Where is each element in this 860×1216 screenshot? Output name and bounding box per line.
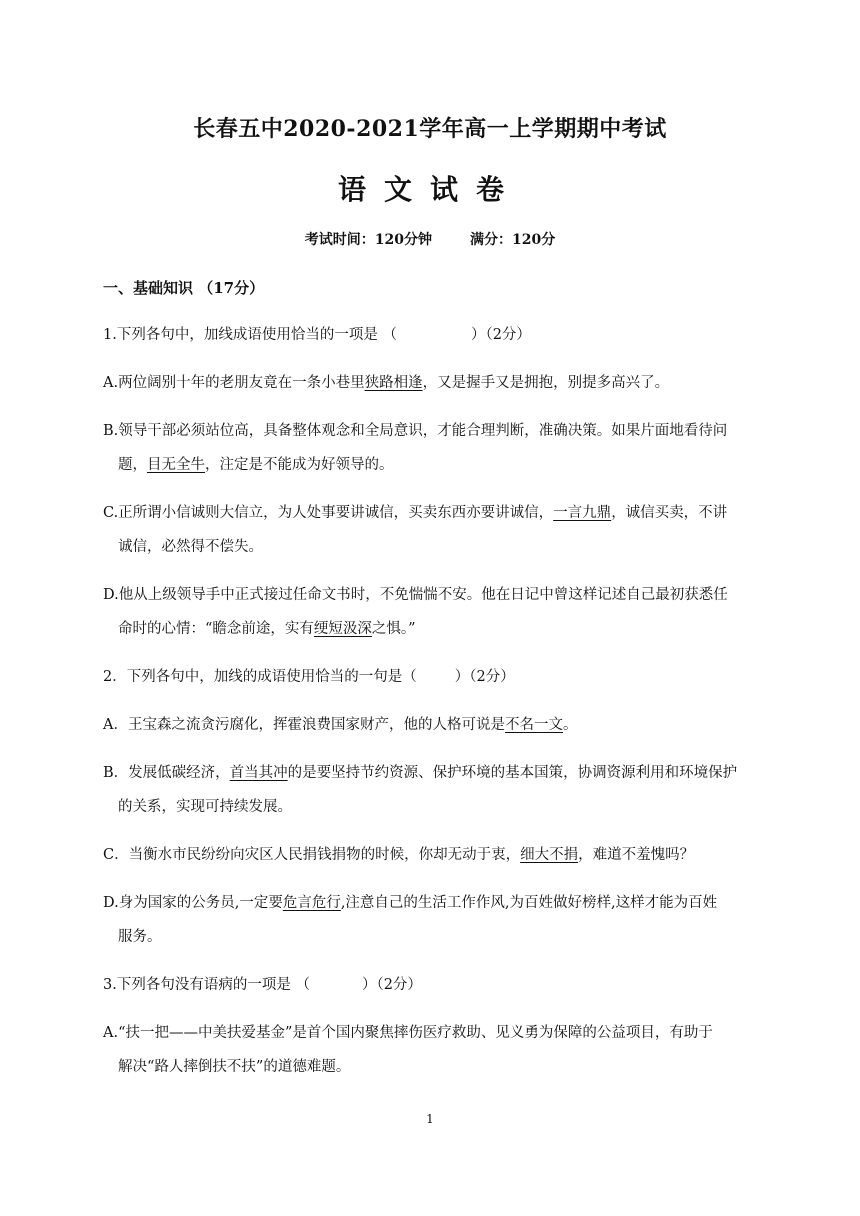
question-1-option-a: [103, 373, 669, 393]
exam-time: 考试时间：120分钟: [304, 232, 432, 248]
page-number: 1: [426, 1112, 434, 1126]
option-text: A．王宝森之流贪污腐化，挥霍浪费国家财产，他的人格可说是: [103, 717, 505, 733]
question-1-stem-text: 1.下列各句中，加线成语使用恰当的一项是 （: [103, 327, 397, 343]
question-1-points: ）（2分）: [470, 327, 531, 343]
question-1-option-d: D.他从上级领导手中正式接过任命文书时，不免惴惴不安。他在日记中曾这样记述自己最初获悉任: [103, 587, 728, 603]
question-2-points: ）（2分）: [454, 669, 515, 685]
option-text: ，注定是不能成为好领导的。: [205, 457, 394, 473]
option-text: ，难道不羞愧吗？: [578, 847, 695, 863]
question-3-points: ）（2分）: [361, 977, 422, 993]
option-text: A.两位阔别十年的老朋友竟在一条小巷里: [103, 375, 365, 391]
option-text: ，又是握手又是拥抱，别提多高兴了。: [422, 375, 670, 391]
option-text: 命时的心情：“瞻念前途，实有: [118, 621, 314, 637]
question-2-option-d: [103, 893, 717, 913]
exam-title: 长春五中2020-2021学年高一上学期期中考试: [193, 116, 667, 142]
question-1-option-b-cont: [118, 455, 394, 475]
option-text: 之惧。”: [371, 621, 416, 637]
underlined-idiom: 危言危行: [282, 895, 341, 911]
option-text: 的是要坚持节约资源、保护环境的基本国策，协调资源利用和环境保护: [287, 765, 738, 781]
question-1-option-c: [103, 503, 727, 523]
question-1-option-b: B.领导干部必须站位高，具备整体观念和全局意识，才能合理判断，准确决策。如果片面地看待问: [103, 423, 728, 439]
underlined-idiom: 细大不捐: [520, 847, 579, 863]
question-1-option-c-cont: 诚信，必然得不偿失。: [118, 539, 263, 555]
question-3-option-a-cont: 解决“路人摔倒扶不扶”的道德难题。: [118, 1059, 351, 1075]
option-text: ,注意自己的生活工作作风,为百姓做好榜样,这样才能为百姓: [340, 895, 718, 911]
option-text: B．发展低碳经济，: [103, 765, 230, 781]
underlined-idiom: 目无全牛: [147, 457, 205, 473]
exam-subtitle: 语文试卷: [337, 173, 522, 206]
option-text: D.身为国家的公务员,一定要: [103, 895, 283, 911]
option-text: 题，: [118, 457, 147, 473]
option-text: ，诚信买卖，不讲: [611, 505, 728, 521]
question-1-stem: [103, 325, 531, 345]
question-2-stem: [103, 667, 515, 687]
question-2-option-a: [103, 715, 577, 735]
option-text: C．当衡水市民纷纷向灾区人民捐钱捐物的时候，你却无动于衷，: [103, 847, 521, 863]
question-2-stem-text: 2．下列各句中，加线的成语使用恰当的一句是（: [103, 669, 417, 685]
underlined-idiom: 首当其冲: [229, 765, 288, 781]
question-2-option-b: [103, 763, 737, 783]
question-2-option-c: [103, 845, 694, 865]
question-2-option-b-cont: 的关系，实现可持续发展。: [118, 799, 292, 815]
underlined-idiom: 一言九鼎: [553, 505, 612, 521]
question-2-option-d-cont: 服务。: [118, 929, 162, 945]
question-3-option-a: A.“扶一把——中美扶爱基金”是首个国内聚焦摔伤医疗救助、见义勇为保障的公益项目，有助于: [103, 1025, 713, 1041]
question-3-stem: [103, 975, 422, 995]
underlined-idiom: 狭路相逢: [364, 375, 423, 391]
exam-meta: [0, 229, 860, 249]
option-text: 。: [562, 717, 578, 733]
question-3-stem-text: 3.下列各句没有语病的一项是 （: [103, 977, 310, 993]
question-1-option-d-cont: [118, 619, 416, 639]
section-heading: 一、基础知识 （17分）: [103, 279, 265, 297]
option-text: C.正所谓小信诚则大信立，为人处事要讲诚信，买卖东西亦要讲诚信，: [103, 505, 554, 521]
underlined-idiom: 不名一文: [504, 717, 563, 733]
underlined-idiom: 绠短汲深: [313, 621, 372, 637]
exam-full-score: 满分：120分: [470, 232, 556, 248]
